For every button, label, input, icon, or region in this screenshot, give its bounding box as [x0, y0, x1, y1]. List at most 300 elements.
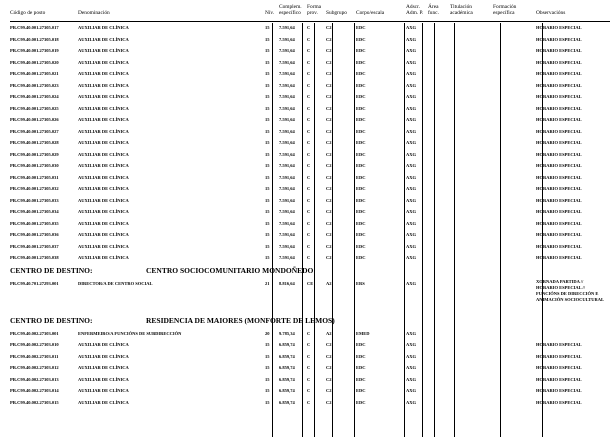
- cell-denominacion: AUXILIAR DE CLÍNICA: [78, 376, 129, 382]
- column-divider: [422, 23, 423, 437]
- cell-nivel: 15: [265, 140, 270, 145]
- cell-adscripcion: AXG: [406, 330, 416, 336]
- cell-subgrupo: C2: [326, 243, 332, 249]
- cell-nivel: 15: [265, 174, 270, 180]
- cell-code: PR.C99.40.002.27303.011: [10, 353, 59, 359]
- cell-observaciones: HORARIO ESPECIAL: [536, 82, 582, 88]
- cell-nivel: 15: [265, 388, 270, 393]
- cell-adscripcion: AXG: [406, 243, 416, 249]
- cell-observaciones: HORARIO ESPECIAL: [536, 255, 582, 260]
- header-complemento: Complem. específico: [279, 4, 302, 16]
- cell-nivel: 15: [265, 220, 270, 226]
- cell-adscripcion: AXG: [406, 197, 416, 203]
- cell-code: PR.C99.40.001.27305.033: [10, 197, 59, 203]
- table-row: [10, 278, 610, 314]
- cell-denominacion: AUXILIAR DE CLÍNICA: [78, 342, 129, 347]
- cell-observaciones: HORARIO ESPECIAL: [536, 128, 582, 134]
- cell-complemento: 7.591,64: [279, 25, 295, 30]
- header-denominacion: Denominación: [78, 10, 110, 16]
- cell-adscripcion: AXG: [406, 220, 416, 226]
- cell-denominacion: AUXILIAR DE CLÍNICA: [78, 36, 129, 42]
- cell-forma: C: [307, 243, 311, 249]
- cell-forma: C: [307, 174, 311, 180]
- cell-subgrupo: C2: [326, 94, 332, 99]
- cell-nivel: 15: [265, 25, 270, 30]
- table-header: [10, 4, 610, 22]
- cell-nivel: 15: [265, 399, 270, 405]
- cell-observaciones: HORARIO ESPECIAL: [536, 353, 582, 359]
- cell-forma: C: [307, 94, 311, 99]
- cell-cuerpo: EDC: [356, 117, 366, 122]
- cell-denominacion: AUXILIAR DE CLÍNICA: [78, 140, 129, 145]
- column-divider: [314, 23, 315, 437]
- cell-complemento: 7.591,64: [279, 220, 295, 226]
- cell-code: PR.C99.40.001.27305.020: [10, 59, 59, 65]
- cell-cuerpo: EDC: [356, 82, 366, 88]
- header-adscripcion: Adscr. Adm. P.: [406, 4, 424, 16]
- table-row: [10, 328, 610, 340]
- cell-forma: C: [307, 82, 311, 88]
- cell-cuerpo: EDC: [356, 255, 366, 260]
- cell-nivel: 21: [265, 280, 270, 286]
- cell-subgrupo: C2: [326, 25, 332, 30]
- cell-cuerpo: EDC: [356, 243, 366, 249]
- cell-nivel: 15: [265, 163, 270, 168]
- cell-subgrupo: C2: [326, 232, 332, 237]
- table-row: [10, 183, 610, 195]
- cell-adscripcion: AXG: [406, 388, 416, 393]
- cell-code: PR.C99.40.002.27303.014: [10, 388, 59, 393]
- cell-adscripcion: AXG: [406, 353, 416, 359]
- cell-complemento: 6.859,74: [279, 365, 295, 370]
- section-name: RESIDENCIA DE MAIORES (MONFORTE DE LEMOS): [146, 315, 335, 325]
- cell-cuerpo: ERS: [356, 280, 365, 286]
- header-formacion: Formación específica: [493, 4, 517, 16]
- column-divider: [454, 23, 455, 437]
- column-divider: [354, 23, 355, 437]
- table-row: [10, 80, 610, 92]
- header-cuerpo: Corpo/escala: [356, 10, 385, 16]
- cell-nivel: 15: [265, 197, 270, 203]
- table-row: [10, 218, 610, 230]
- cell-adscripcion: AXG: [406, 128, 416, 134]
- cell-code: PR.C99.40.001.27305.023: [10, 82, 59, 88]
- cell-code: PR.C99.40.002.27303.015: [10, 399, 59, 405]
- cell-complemento: 7.591,64: [279, 255, 295, 260]
- cell-complemento: 7.591,64: [279, 105, 295, 111]
- cell-cuerpo: EDC: [356, 151, 366, 157]
- cell-subgrupo: C2: [326, 117, 332, 122]
- cell-complemento: 7.591,64: [279, 209, 295, 214]
- cell-code: PR.C99.40.001.27305.034: [10, 209, 59, 214]
- cell-code: PR.C99.40.001.27305.032: [10, 186, 59, 191]
- cell-code: PR.C99.40.002.27303.010: [10, 342, 59, 347]
- cell-observaciones: HORARIO ESPECIAL: [536, 388, 582, 393]
- cell-subgrupo: C2: [326, 71, 332, 76]
- section-label: CENTRO DE DESTINO:: [10, 315, 93, 325]
- cell-denominacion: AUXILIAR DE CLÍNICA: [78, 117, 129, 122]
- table-row: [10, 351, 610, 363]
- cell-cuerpo: EDC: [356, 220, 366, 226]
- cell-forma: C: [307, 255, 311, 260]
- column-divider: [542, 23, 543, 437]
- table-row: [10, 22, 610, 34]
- cell-nivel: 15: [265, 128, 270, 134]
- cell-observaciones: HORARIO ESPECIAL: [536, 94, 582, 99]
- cell-subgrupo: C2: [326, 365, 332, 370]
- cell-subgrupo: C2: [326, 376, 332, 382]
- cell-subgrupo: C2: [326, 353, 332, 359]
- cell-complemento: 8.816,64: [279, 280, 295, 286]
- table-row: [10, 103, 610, 115]
- cell-nivel: 15: [265, 365, 270, 370]
- cell-observaciones: HORARIO ESPECIAL: [536, 48, 582, 53]
- table-row: [10, 137, 610, 149]
- cell-denominacion: AUXILIAR DE CLÍNICA: [78, 399, 129, 405]
- cell-observaciones: HORARIO ESPECIAL: [536, 117, 582, 122]
- cell-subgrupo: C2: [326, 342, 332, 347]
- cell-adscripcion: AXG: [406, 151, 416, 157]
- cell-observaciones: HORARIO ESPECIAL: [536, 342, 582, 347]
- table-row: [10, 339, 610, 351]
- cell-nivel: 15: [265, 376, 270, 382]
- cell-observaciones: HORARIO ESPECIAL: [536, 59, 582, 65]
- cell-adscripcion: AXG: [406, 232, 416, 237]
- cell-nivel: 15: [265, 186, 270, 191]
- cell-code: PR.C99.40.002.27303.001: [10, 330, 59, 336]
- cell-denominacion: AUXILIAR DE CLÍNICA: [78, 353, 129, 359]
- cell-nivel: 15: [265, 243, 270, 249]
- header-area: Área func.: [428, 4, 439, 16]
- cell-complemento: 7.591,64: [279, 232, 295, 237]
- cell-code: PR.C99.40.001.27305.024: [10, 94, 59, 99]
- cell-forma: C: [307, 186, 311, 191]
- cell-forma: C: [307, 71, 311, 76]
- cell-nivel: 15: [265, 342, 270, 347]
- cell-adscripcion: AXG: [406, 209, 416, 214]
- column-divider: [272, 23, 273, 437]
- cell-denominacion: AUXILIAR DE CLÍNICA: [78, 197, 129, 203]
- cell-nivel: 20: [265, 330, 270, 336]
- cell-complemento: 6.859,74: [279, 376, 295, 382]
- cell-nivel: 15: [265, 71, 270, 76]
- cell-observaciones: HORARIO ESPECIAL: [536, 174, 582, 180]
- cell-forma: CE: [307, 280, 314, 286]
- cell-forma: C: [307, 117, 311, 122]
- cell-adscripcion: AXG: [406, 71, 416, 76]
- cell-adscripcion: AXG: [406, 174, 416, 180]
- cell-subgrupo: C2: [326, 59, 332, 65]
- cell-forma: C: [307, 140, 311, 145]
- cell-complemento: 7.591,64: [279, 117, 295, 122]
- table-row: [10, 172, 610, 184]
- cell-adscripcion: AXG: [406, 25, 416, 30]
- column-divider: [302, 23, 303, 437]
- cell-cuerpo: EDC: [356, 163, 366, 168]
- cell-forma: C: [307, 342, 311, 347]
- column-divider: [332, 23, 333, 437]
- cell-denominacion: ENFERMEIRO/A FUNCIÓNS DE SUBDIRECCIÓN: [78, 330, 182, 336]
- cell-denominacion: AUXILIAR DE CLÍNICA: [78, 220, 129, 226]
- cell-adscripcion: AXG: [406, 342, 416, 347]
- header-code: Código de posto: [10, 10, 46, 16]
- cell-denominacion: AUXILIAR DE CLÍNICA: [78, 128, 129, 134]
- cell-forma: C: [307, 220, 311, 226]
- cell-forma: C: [307, 25, 311, 30]
- cell-complemento: 7.591,64: [279, 94, 295, 99]
- cell-forma: C: [307, 365, 311, 370]
- cell-subgrupo: C2: [326, 151, 332, 157]
- cell-denominacion: AUXILIAR DE CLÍNICA: [78, 209, 129, 214]
- cell-denominacion: AUXILIAR DE CLÍNICA: [78, 186, 129, 191]
- cell-subgrupo: C2: [326, 174, 332, 180]
- cell-forma: C: [307, 209, 311, 214]
- cell-observaciones: HORARIO ESPECIAL: [536, 232, 582, 237]
- header-nivel: Nív.: [265, 10, 275, 16]
- cell-forma: C: [307, 36, 311, 42]
- cell-code: PR.C99.40.001.27305.019: [10, 48, 59, 53]
- cell-denominacion: AUXILIAR DE CLÍNICA: [78, 255, 129, 260]
- cell-subgrupo: C2: [326, 128, 332, 134]
- cell-subgrupo: C2: [326, 399, 332, 405]
- cell-complemento: 7.591,64: [279, 82, 295, 88]
- cell-complemento: 7.591,64: [279, 71, 295, 76]
- cell-complemento: 7.591,64: [279, 128, 295, 134]
- column-divider: [500, 23, 501, 437]
- cell-code: PR.C99.40.001.27305.026: [10, 117, 59, 122]
- cell-nivel: 15: [265, 255, 270, 260]
- cell-denominacion: AUXILIAR DE CLÍNICA: [78, 243, 129, 249]
- table-body-c: [10, 328, 610, 409]
- cell-denominacion: AUXILIAR DE CLÍNICA: [78, 232, 129, 237]
- cell-subgrupo: A2: [326, 330, 332, 336]
- table-row: [10, 34, 610, 46]
- cell-subgrupo: C2: [326, 163, 332, 168]
- cell-denominacion: AUXILIAR DE CLÍNICA: [78, 174, 129, 180]
- cell-cuerpo: EDC: [356, 25, 366, 30]
- cell-cuerpo: EDC: [356, 209, 366, 214]
- cell-denominacion: AUXILIAR DE CLÍNICA: [78, 151, 129, 157]
- cell-complemento: 7.591,64: [279, 197, 295, 203]
- cell-denominacion: AUXILIAR DE CLÍNICA: [78, 94, 129, 99]
- cell-code: PR.C99.40.001.27305.018: [10, 36, 59, 42]
- cell-forma: C: [307, 399, 311, 405]
- cell-forma: C: [307, 151, 311, 157]
- cell-denominacion: AUXILIAR DE CLÍNICA: [78, 71, 129, 76]
- cell-cuerpo: EMED: [356, 330, 370, 336]
- cell-cuerpo: EDC: [356, 197, 366, 203]
- section-label: CENTRO DE DESTINO:: [10, 265, 93, 275]
- cell-adscripcion: AXG: [406, 280, 416, 286]
- cell-code: PR.C99.40.001.27305.017: [10, 25, 59, 30]
- cell-denominacion: AUXILIAR DE CLÍNICA: [78, 365, 129, 370]
- table-row: [10, 252, 610, 264]
- table-row: [10, 397, 610, 409]
- cell-code: PR.C99.40.002.27303.013: [10, 376, 59, 382]
- cell-adscripcion: AXG: [406, 399, 416, 405]
- cell-adscripcion: AXG: [406, 36, 416, 42]
- cell-observaciones: HORARIO ESPECIAL: [536, 36, 582, 42]
- cell-complemento: 7.591,64: [279, 243, 295, 249]
- cell-observaciones: HORARIO ESPECIAL: [536, 186, 582, 191]
- cell-forma: C: [307, 388, 311, 393]
- cell-denominacion: AUXILIAR DE CLÍNICA: [78, 105, 129, 111]
- cell-nivel: 15: [265, 209, 270, 214]
- cell-code: PR.C99.40.001.27305.028: [10, 140, 59, 145]
- cell-code: PR.C99.40.001.27305.036: [10, 232, 59, 237]
- cell-complemento: 7.591,64: [279, 140, 295, 145]
- cell-adscripcion: AXG: [406, 186, 416, 191]
- cell-adscripcion: AXG: [406, 117, 416, 122]
- cell-code: PR.C99.40.001.27305.027: [10, 128, 59, 134]
- table-row: [10, 68, 610, 80]
- cell-cuerpo: EDC: [356, 71, 366, 76]
- header-subgrupo: Subgrupo: [326, 10, 347, 16]
- cell-observaciones: XORNADA PARTIDA // HORARIO ESPECIAL // FUNCIÓNS DE DIRECCIÓN E ANIMACIÓN SOCIOCULTURAL: [536, 278, 604, 302]
- cell-subgrupo: C2: [326, 82, 332, 88]
- cell-subgrupo: C2: [326, 105, 332, 111]
- cell-complemento: 7.591,64: [279, 163, 295, 168]
- cell-cuerpo: EDC: [356, 365, 366, 370]
- cell-code: PR.C99.40.001.27305.030: [10, 163, 59, 168]
- cell-nivel: 15: [265, 82, 270, 88]
- cell-observaciones: HORARIO ESPECIAL: [536, 163, 582, 168]
- cell-code: PR.C99.40.001.27305.031: [10, 174, 59, 180]
- table-row: [10, 57, 610, 69]
- cell-cuerpo: EDC: [356, 140, 366, 145]
- cell-forma: C: [307, 105, 311, 111]
- cell-cuerpo: EDC: [356, 399, 366, 405]
- table-body-a: [10, 22, 610, 264]
- cell-observaciones: HORARIO ESPECIAL: [536, 71, 582, 76]
- cell-nivel: 15: [265, 151, 270, 157]
- cell-observaciones: HORARIO ESPECIAL: [536, 376, 582, 382]
- table-row: [10, 385, 610, 397]
- cell-complemento: 6.859,74: [279, 353, 295, 359]
- cell-denominacion: AUXILIAR DE CLÍNICA: [78, 82, 129, 88]
- cell-complemento: 6.859,74: [279, 388, 295, 393]
- cell-observaciones: HORARIO ESPECIAL: [536, 399, 582, 405]
- header-observaciones: Observacións: [536, 10, 566, 16]
- cell-observaciones: HORARIO ESPECIAL: [536, 140, 582, 145]
- cell-observaciones: HORARIO ESPECIAL: [536, 220, 582, 226]
- cell-code: PR.C99.40.002.27303.012: [10, 365, 59, 370]
- cell-cuerpo: EDC: [356, 94, 366, 99]
- cell-subgrupo: C2: [326, 48, 332, 53]
- cell-subgrupo: C2: [326, 186, 332, 191]
- header-forma: Forma prov.: [307, 4, 322, 16]
- table-row: [10, 114, 610, 126]
- cell-subgrupo: C2: [326, 220, 332, 226]
- cell-observaciones: HORARIO ESPECIAL: [536, 209, 582, 214]
- cell-cuerpo: EDC: [356, 128, 366, 134]
- cell-complemento: 7.591,64: [279, 48, 295, 53]
- cell-forma: C: [307, 128, 311, 134]
- section-header-monforte: [10, 314, 610, 328]
- cell-adscripcion: AXG: [406, 365, 416, 370]
- cell-complemento: 6.859,74: [279, 399, 295, 405]
- cell-forma: C: [307, 59, 311, 65]
- cell-subgrupo: A2: [326, 280, 332, 286]
- cell-adscripcion: AXG: [406, 105, 416, 111]
- header-titulacion: Titulación académica: [450, 4, 473, 16]
- cell-nivel: 15: [265, 105, 270, 111]
- cell-observaciones: HORARIO ESPECIAL: [536, 197, 582, 203]
- cell-adscripcion: AXG: [406, 59, 416, 65]
- cell-forma: C: [307, 163, 311, 168]
- cell-cuerpo: EDC: [356, 174, 366, 180]
- table-row: [10, 229, 610, 241]
- cell-complemento: 7.591,64: [279, 59, 295, 65]
- cell-complemento: 7.591,64: [279, 151, 295, 157]
- table-row: [10, 45, 610, 57]
- cell-nivel: 15: [265, 232, 270, 237]
- table-row: [10, 374, 610, 386]
- table-row: [10, 362, 610, 374]
- cell-code: PR.C99.40.001.27305.038: [10, 255, 59, 260]
- cell-subgrupo: C2: [326, 36, 332, 42]
- cell-adscripcion: AXG: [406, 94, 416, 99]
- cell-nivel: 15: [265, 48, 270, 53]
- cell-subgrupo: C2: [326, 197, 332, 203]
- cell-code: PR.C99.40.001.27305.037: [10, 243, 59, 249]
- cell-subgrupo: C2: [326, 255, 332, 260]
- cell-code: PR.C99.40.001.27305.029: [10, 151, 59, 157]
- cell-observaciones: HORARIO ESPECIAL: [536, 365, 582, 370]
- table-row: [10, 241, 610, 253]
- cell-denominacion: AUXILIAR DE CLÍNICA: [78, 163, 129, 168]
- column-divider: [404, 23, 405, 437]
- cell-adscripcion: AXG: [406, 255, 416, 260]
- cell-observaciones: HORARIO ESPECIAL: [536, 151, 582, 157]
- table-row: [10, 91, 610, 103]
- table-row: [10, 126, 610, 138]
- cell-complemento: 7.591,64: [279, 36, 295, 42]
- cell-observaciones: HORARIO ESPECIAL: [536, 25, 582, 30]
- cell-subgrupo: C2: [326, 388, 332, 393]
- cell-nivel: 15: [265, 353, 270, 359]
- cell-cuerpo: EDC: [356, 186, 366, 191]
- cell-complemento: 9.785,34: [279, 330, 295, 336]
- cell-code: PR.C99.40.001.27305.021: [10, 71, 59, 76]
- cell-denominacion: AUXILIAR DE CLÍNICA: [78, 59, 129, 65]
- cell-forma: C: [307, 353, 311, 359]
- cell-denominacion: DIRECTOR/A DE CENTRO SOCIAL: [78, 280, 153, 286]
- cell-nivel: 15: [265, 94, 270, 99]
- cell-observaciones: HORARIO ESPECIAL: [536, 105, 582, 111]
- column-divider: [434, 23, 435, 437]
- cell-denominacion: AUXILIAR DE CLÍNICA: [78, 388, 129, 393]
- cell-nivel: 15: [265, 117, 270, 122]
- cell-denominacion: AUXILIAR DE CLÍNICA: [78, 25, 129, 30]
- cell-nivel: 15: [265, 59, 270, 65]
- table-row: [10, 160, 610, 172]
- cell-forma: C: [307, 232, 311, 237]
- cell-forma: C: [307, 197, 311, 203]
- cell-adscripcion: AXG: [406, 376, 416, 382]
- cell-cuerpo: EDC: [356, 353, 366, 359]
- cell-adscripcion: AXG: [406, 140, 416, 145]
- table-row: [10, 195, 610, 207]
- cell-cuerpo: EDC: [356, 105, 366, 111]
- section-header-mondonedo: [10, 264, 610, 278]
- cell-cuerpo: EDC: [356, 388, 366, 393]
- cell-cuerpo: EDC: [356, 232, 366, 237]
- cell-adscripcion: AXG: [406, 82, 416, 88]
- cell-adscripcion: AXG: [406, 163, 416, 168]
- cell-adscripcion: AXG: [406, 48, 416, 53]
- cell-cuerpo: EDC: [356, 342, 366, 347]
